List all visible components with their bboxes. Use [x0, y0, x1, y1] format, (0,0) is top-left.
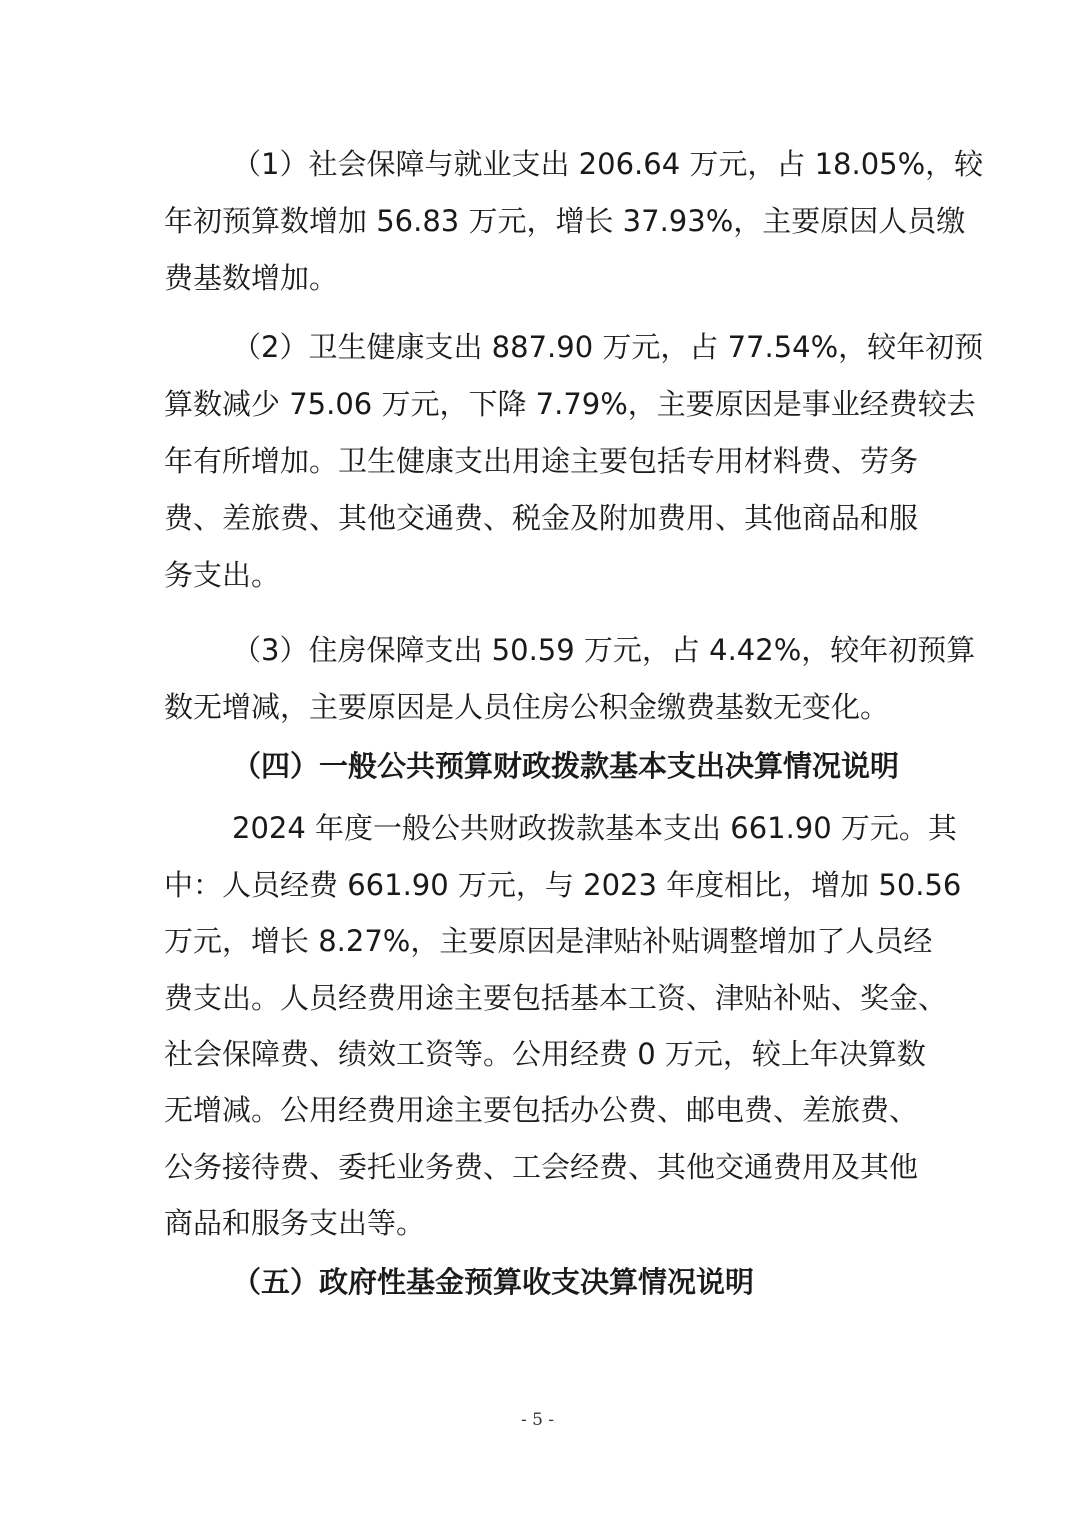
paragraph-2-line-4: 费、差旅费、其他交通费、税金及附加费用、其他商品和服: [164, 501, 919, 535]
paragraph-1-line-3: 费基数增加。: [164, 261, 339, 295]
page-number: - 5 -: [520, 1410, 555, 1430]
paragraph-1-line-1: （1）社会保障与就业支出 206.64 万元，占 18.05%，较: [232, 147, 984, 181]
paragraph-5-line-1: 2024 年度一般公共财政拨款基本支出 661.90 万元。其: [232, 811, 957, 845]
paragraph-2-line-1: （2）卫生健康支出 887.90 万元，占 77.54%，较年初预: [232, 330, 984, 364]
paragraph-3-line-1: （3）住房保障支出 50.59 万元，占 4.42%，较年初预算: [232, 633, 976, 667]
paragraph-3-line-2: 数无增减，主要原因是人员住房公积金缴费基数无变化。: [164, 690, 890, 724]
paragraph-5-line-7: 公务接待费、委托业务费、工会经费、其他交通费用及其他: [164, 1150, 919, 1184]
paragraph-2-line-3: 年有所增加。卫生健康支出用途主要包括专用材料费、劳务: [164, 444, 919, 478]
section-heading-4: （四）一般公共预算财政拨款基本支出决算情况说明: [232, 749, 900, 783]
paragraph-5-line-2: 中：人员经费 661.90 万元，与 2023 年度相比，增加 50.56: [164, 868, 962, 902]
paragraph-5-line-3: 万元，增长 8.27%，主要原因是津贴补贴调整增加了人员经: [164, 924, 933, 958]
paragraph-5-line-8: 商品和服务支出等。: [164, 1206, 426, 1240]
paragraph-2-line-2: 算数减少 75.06 万元，下降 7.79%，主要原因是事业经费较去: [164, 387, 976, 421]
paragraph-2-line-5: 务支出。: [164, 558, 281, 592]
section-heading-5: （五）政府性基金预算收支决算情况说明: [232, 1265, 755, 1299]
paragraph-5-line-6: 无增减。公用经费用途主要包括办公费、邮电费、差旅费、: [164, 1093, 919, 1127]
paragraph-1-line-2: 年初预算数增加 56.83 万元，增长 37.93%，主要原因人员缴: [164, 204, 966, 238]
paragraph-5-line-5: 社会保障费、绩效工资等。公用经费 0 万元，较上年决算数: [164, 1037, 926, 1071]
paragraph-5-line-4: 费支出。人员经费用途主要包括基本工资、津贴补贴、奖金、: [164, 981, 948, 1015]
